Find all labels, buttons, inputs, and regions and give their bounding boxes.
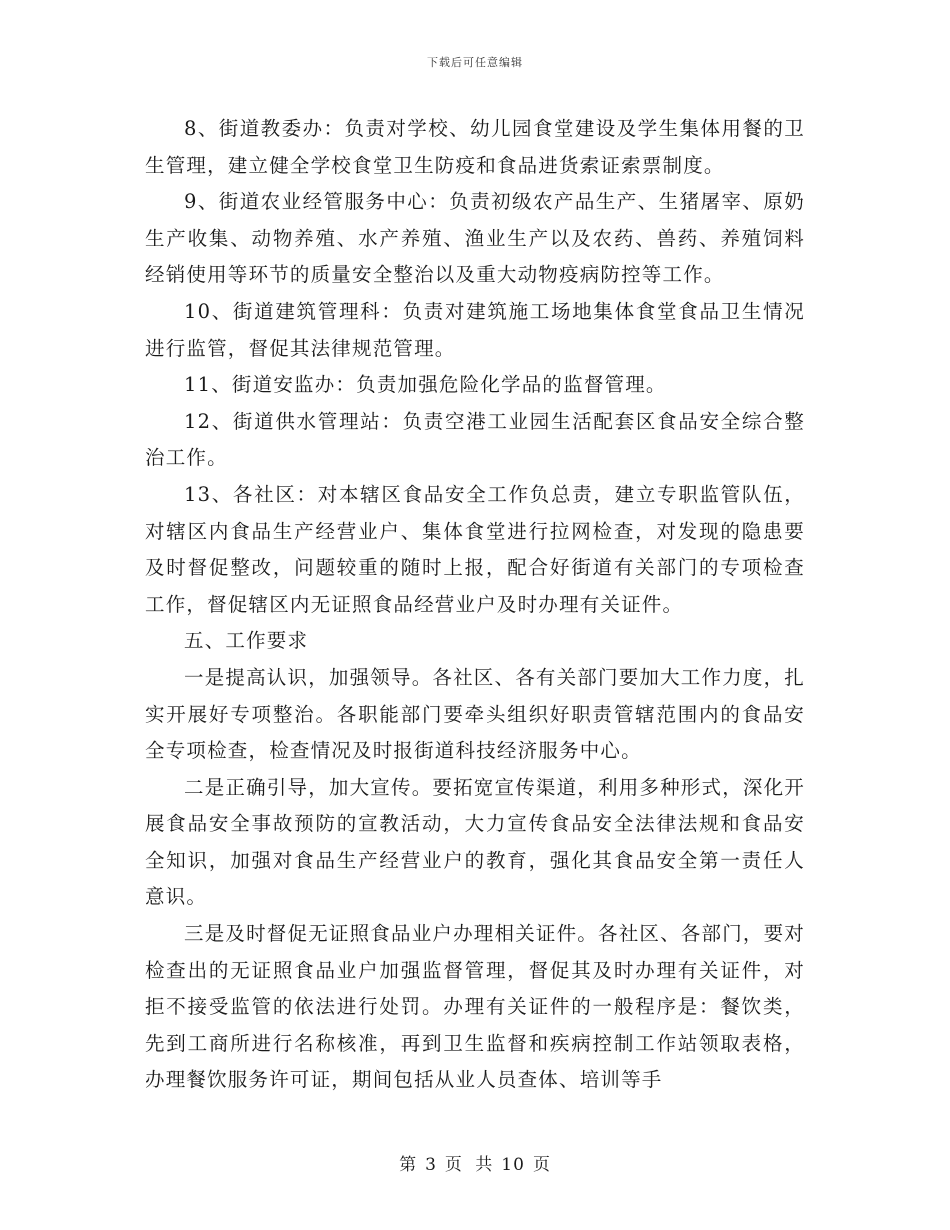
paragraph-item-9: 9、街道农业经管服务中心：负责初级农产品生产、生猪屠宰、原奶生产收集、动物养殖、水产养殖、渔业生产以及农药、兽药、养殖饲料经销使用等环节的质量安全整治以及重大动物疫病防控等工作。 xyxy=(145,190,805,287)
paragraph-item-13: 13、各社区：对本辖区食品安全工作负总责，建立专职监管队伍，对辖区内食品生产经营业户、集体食堂进行拉网检查，对发现的隐患要及时督促整改，问题较重的随时上报，配合好街道有关部门的专项检查工作，督促辖区内无证照食品经营业户及时办理有关证件。 xyxy=(145,482,805,616)
requirement-2: 二是正确引导，加大宣传。要拓宽宣传渠道，利用多种形式，深化开展食品安全事故预防的宣教活动，大力宣传食品安全法律法规和食品安全知识，加强对食品生产经营业户的教育，强化其食品安全第一责任人意识。 xyxy=(145,775,806,909)
footer-middle: 页 共 xyxy=(444,1155,494,1175)
page-number: 3 xyxy=(425,1155,437,1175)
total-pages: 10 xyxy=(501,1155,525,1175)
footer-suffix: 页 xyxy=(532,1155,551,1175)
section-heading: 五、工作要求 xyxy=(184,629,309,653)
footer-prefix: 第 xyxy=(399,1155,418,1175)
paragraph-item-11: 11、街道安监办：负责加强危险化学品的监督管理。 xyxy=(184,373,667,397)
header-note: 下载后可任意编辑 xyxy=(427,56,523,69)
document-body xyxy=(145,111,805,1099)
paragraph-item-12: 12、街道供水管理站：负责空港工业园生活配套区食品安全综合整治工作。 xyxy=(145,409,805,470)
paragraph-item-10: 10、街道建筑管理科：负责对建筑施工场地集体食堂食品卫生情况进行监管，督促其法律规范管理。 xyxy=(145,299,805,360)
paragraph-item-8: 8、街道教委办：负责对学校、幼儿园食堂建设及学生集体用餐的卫生管理，建立健全学校食堂卫生防疫和食品进货索证索票制度。 xyxy=(145,117,805,177)
requirement-3: 三是及时督促无证照食品业户办理相关证件。各社区、各部门，要对检查出的无证照食品业户加强监督管理，督促其及时办理有关证件，对拒不接受监管的依法进行处罚。办理有关证件的一般程序是：餐饮类，先到工商所进行名称核准，再到卫生监督和疾病控制工作站领取表格，办理餐饮服务许可证，期间包括从业人员查体、培训等手 xyxy=(145,922,806,1092)
requirement-1: 一是提高认识，加强领导。各社区、各有关部门要加大工作力度，扎实开展好专项整治。各职能部门要牵头组织好职责管辖范围内的食品安全专项检查，检查情况及时报街道科技经济服务中心。 xyxy=(145,665,806,763)
page-footer xyxy=(0,1150,950,1175)
